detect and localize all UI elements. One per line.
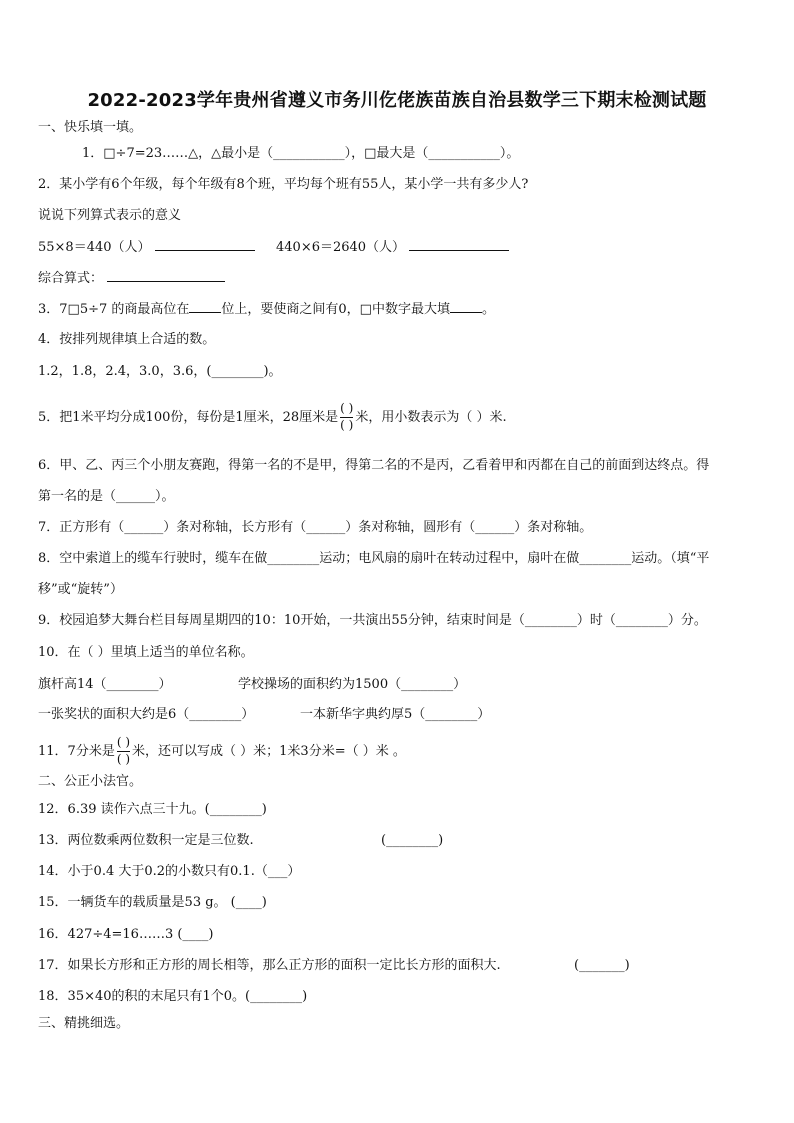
- question-2-item-b-text: 440×6＝2640（人）: [276, 240, 406, 255]
- answer-blank[interactable]: [189, 300, 221, 313]
- page-title: 2022-2023学年贵州省遵义市务川仡佬族苗族自治县数学三下期末检测试题: [87, 90, 707, 111]
- fraction-blank[interactable]: [340, 401, 353, 434]
- fraction-numerator: ( ): [340, 401, 354, 415]
- question-3: [38, 300, 495, 319]
- question-7: 7．正方形有（______）条对称轴，长方形有（______）条对称轴，圆形有（______）条对称轴。: [38, 520, 593, 535]
- question-6-line-1: 6．甲、乙、丙三个小朋友赛跑，得第一名的不是甲，得第二名的不是丙，乙看着甲和丙都在自己的前面到达终点。得: [38, 458, 710, 473]
- question-15: 15．一辆货车的载质量是53 g。 (____): [38, 895, 267, 910]
- question-10-item-d: 一本新华字典约厚5（________）: [300, 707, 491, 722]
- question-2-instruction: 说说下列算式表示的意义: [38, 208, 182, 223]
- question-14: 14．小于0.4 大于0.2的小数只有0.1.（___）: [38, 864, 301, 879]
- question-2-item-a-text: 55×8＝440（人）: [38, 240, 151, 255]
- section-1-heading: 一、快乐填一填。: [38, 120, 143, 135]
- question-11-text-b: 米，还可以写成（ ）米；1米3分米=（ ）米 。: [132, 744, 406, 759]
- question-13-answer[interactable]: (________): [381, 833, 444, 848]
- question-3-text-c: 。: [481, 302, 495, 317]
- question-10-item-b: 学校操场的面积约为1500（________）: [238, 677, 467, 692]
- question-2-item-c: [38, 269, 225, 288]
- question-9: 9．校园追梦大舞台栏目每周星期四的10：10开始，一共演出55分钟，结束时间是（________）时（________）分。: [38, 613, 707, 628]
- question-10: 10．在（ ）里填上适当的单位名称。: [38, 645, 254, 660]
- question-8-line-1: 8．空中索道上的缆车行驶时，缆车在做________运动；电风扇的扇叶在转动过程中，扇叶在做________运动。（填“平: [38, 551, 710, 566]
- answer-blank[interactable]: [450, 300, 482, 313]
- fraction-denominator: ( ): [340, 418, 354, 432]
- question-2-item-a: [38, 238, 255, 257]
- question-8-line-2: 移”或“旋转”）: [38, 582, 123, 597]
- answer-blank[interactable]: [155, 238, 255, 251]
- question-12: 12．6.39 读作六点三十九。(________): [38, 802, 267, 817]
- question-5: [38, 396, 507, 440]
- question-10-item-c: 一张奖状的面积大约是6（________）: [38, 707, 255, 722]
- question-4-sequence: 1.2，1.8，2.4，3.0，3.6，(________)。: [38, 364, 282, 379]
- fraction-denominator: ( ): [116, 752, 131, 766]
- question-5-text-b: 米，用小数表示为（ ）米.: [355, 410, 507, 425]
- question-16: 16．427÷4=16……3 (____): [38, 927, 214, 942]
- question-6-line-2: 第一名的是（______）。: [38, 489, 175, 504]
- question-11: [38, 730, 406, 774]
- question-13: 13．两位数乘两位数积一定是三位数.: [38, 833, 254, 848]
- question-11-text-a: 11．7分米是: [38, 744, 115, 759]
- answer-blank[interactable]: [107, 269, 225, 282]
- question-17: 17．如果长方形和正方形的周长相等，那么正方形的面积一定比长方形的面积大.: [38, 958, 501, 973]
- question-2-item-b: [276, 238, 509, 257]
- question-2: 2．某小学有6个年级，每个年级有8个班，平均每个班有55人，某小学一共有多少人?: [38, 177, 529, 192]
- section-3-heading: 三、精挑细选。: [38, 1016, 130, 1031]
- question-10-item-a: 旗杆高14（________）: [38, 677, 172, 692]
- question-3-text-a: 3．7□5÷7 的商最高位在: [38, 302, 190, 317]
- question-3-text-b: 位上，要使商之间有0，□中数字最大填: [221, 302, 450, 317]
- question-5-text-a: 5．把1米平均分成100份，每份是1厘米，28厘米是: [38, 410, 339, 425]
- question-2-item-c-text: 综合算式：: [38, 271, 104, 286]
- answer-blank[interactable]: [409, 238, 509, 251]
- question-4: 4．按排列规律填上合适的数。: [38, 332, 216, 347]
- fraction-numerator: ( ): [116, 735, 131, 749]
- question-1: 1．□÷7=23……△，△最小是（___________），□最大是（___________）。: [82, 146, 520, 161]
- section-2-heading: 二、公正小法官。: [38, 774, 143, 789]
- fraction-blank[interactable]: [117, 735, 130, 768]
- question-17-answer[interactable]: (_______): [574, 958, 630, 973]
- question-18: 18．35×40的积的末尾只有1个0。(________): [38, 989, 308, 1004]
